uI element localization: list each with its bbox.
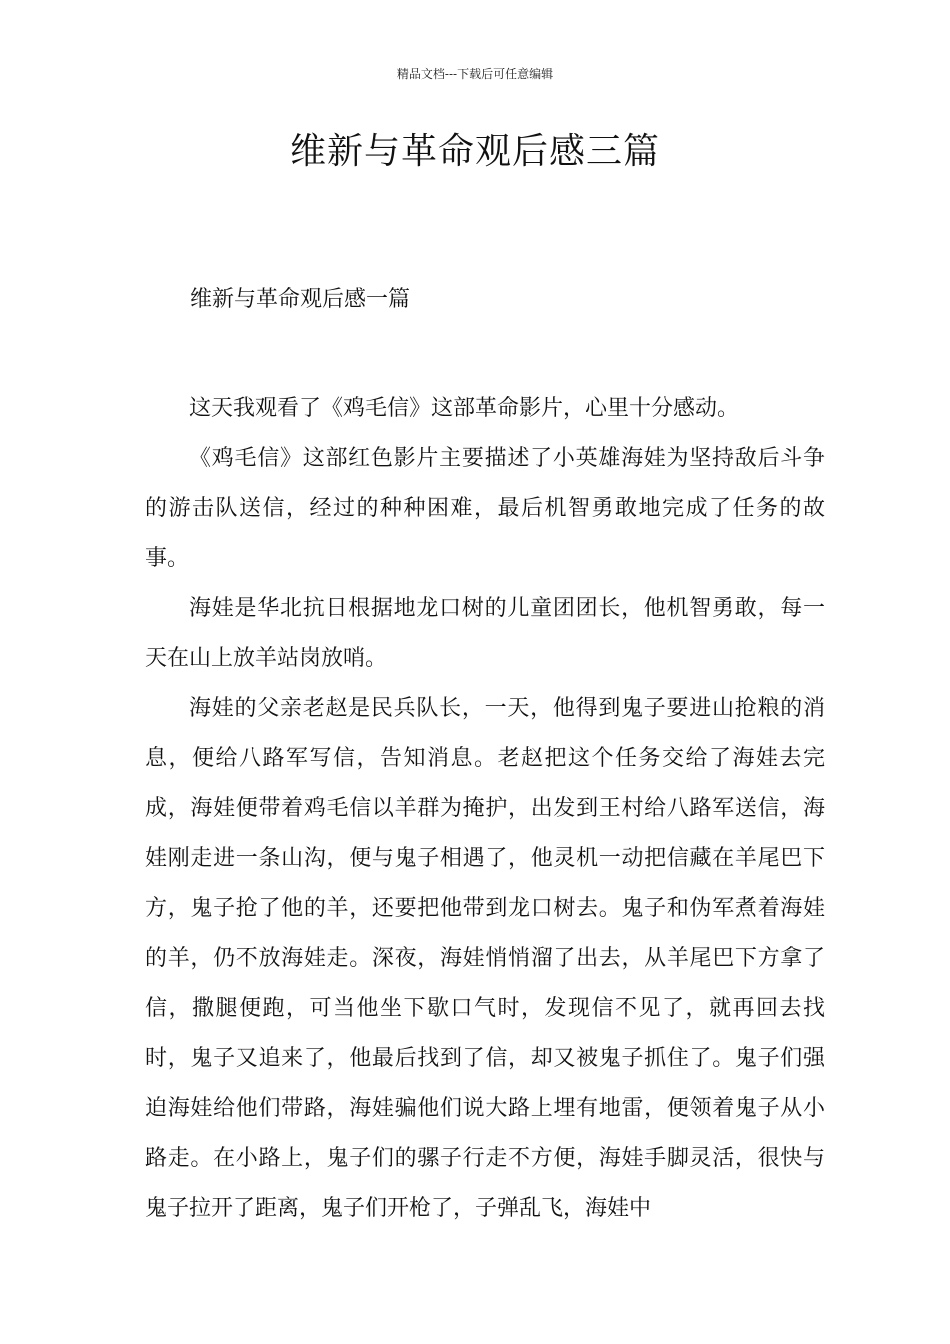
paragraph: 《鸡毛信》这部红色影片主要描述了小英雄海娃为坚持敌后斗争的游击队送信，经过的种种困难，最后机智勇敢地完成了任务的故事。 — [145, 446, 825, 571]
document-body — [145, 384, 825, 1234]
paragraph: 海娃是华北抗日根据地龙口树的儿童团团长，他机智勇敢，每一天在山上放羊站岗放哨。 — [145, 596, 825, 671]
paragraph: 海娃的父亲老赵是民兵队长，一天，他得到鬼子要进山抢粮的消息，便给八路军写信，告知消息。老赵把这个任务交给了海娃去完成，海娃便带着鸡毛信以羊群为掩护，出发到王村给八路军送信，海娃刚走进一条山沟，便与鬼子相遇了，他灵机一动把信藏在羊尾巴下方，鬼子抢了他的羊，还要把他带到龙口树去。鬼子和伪军煮着海娃的羊，仍不放海娃走。深夜，海娃悄悄溜了出去，从羊尾巴下方拿了信，撒腿便跑，可当他坐下歇口气时，发现信不见了，就再回去找时，鬼子又追来了，他最后找到了信，却又被鬼子抓住了。鬼子们强迫海娃给他们带路，海娃骗他们说大路上埋有地雷，便领着鬼子从小路走。在小路上，鬼子们的骡子行走不方便，海娃手脚灵活，很快与鬼子拉开了距离，鬼子们开枪了，子弹乱飞，海娃中 — [145, 696, 825, 1221]
paragraph: 这天我观看了《鸡毛信》这部革命影片，心里十分感动。 — [189, 396, 740, 421]
section-heading: 维新与革命观后感一篇 — [190, 287, 411, 312]
document-title: 维新与革命观后感三篇 — [289, 131, 660, 172]
page-header-note: 精品文档---下载后可任意编辑 — [396, 67, 554, 81]
